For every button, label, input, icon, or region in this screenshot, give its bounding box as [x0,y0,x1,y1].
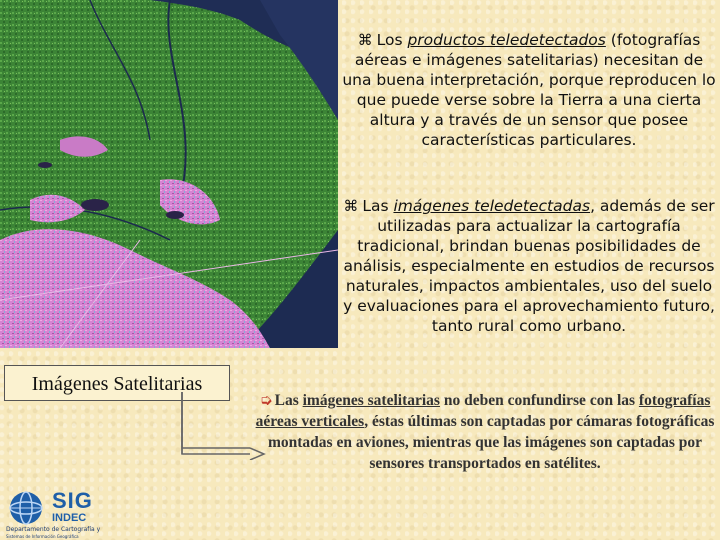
paragraph-productos: ⌘ Los productos teledetectados (fotografías aéreas e imágenes satelitarias) necesitan de una buena interpretación, porque reproducen lo que puede verse sobre la Tierra a una cierta altura y a través de un sensor que posee características particulares. [342,31,716,149]
satellite-image [0,0,338,348]
bullet-icon: ⌘ [343,197,359,215]
logo-fine-text: Sistemas de Información Geográfica [6,534,79,539]
arrow-bullet-icon: ➭ [259,392,273,409]
sig-indec-logo [4,488,134,540]
globe-icon [6,490,50,526]
paragraph-imagenes: ⌘ Las imágenes teledetectadas, además de ser utilizadas para actualizar la cartografía tradicional, brindan buenas posibilidades de análisis, especialmente en estudios de recursos naturales, impactos ambientales, uso del suelo y evaluaciones para el aprovechamiento futuro, tanto rural como urbano. [343,197,715,335]
logo-sig-text: SIG [52,488,93,513]
term-satelitarias: imágenes satelitarias [302,392,440,409]
logo-indec-text: INDEC [52,512,87,524]
logo-department-text: Departamento de Cartografía y [6,526,101,533]
term-productos: productos teledetectados [407,31,606,49]
term-fotografias: fotografías aéreas verticales [255,392,711,430]
image-caption: Imágenes Satelitarias [4,365,230,401]
bullet-icon: ⌘ [357,31,373,49]
paragraph-diferencia: ➭ Las imágenes satelitarias no deben confundirse con las fotografías aéreas verticales, éstas últimas son captadas por cámaras fotográficas montadas en aviones, mientras que las imágenes son captadas por sensores transportados en satélites. [255,392,715,472]
term-imagenes: imágenes teledetectadas [393,197,591,215]
